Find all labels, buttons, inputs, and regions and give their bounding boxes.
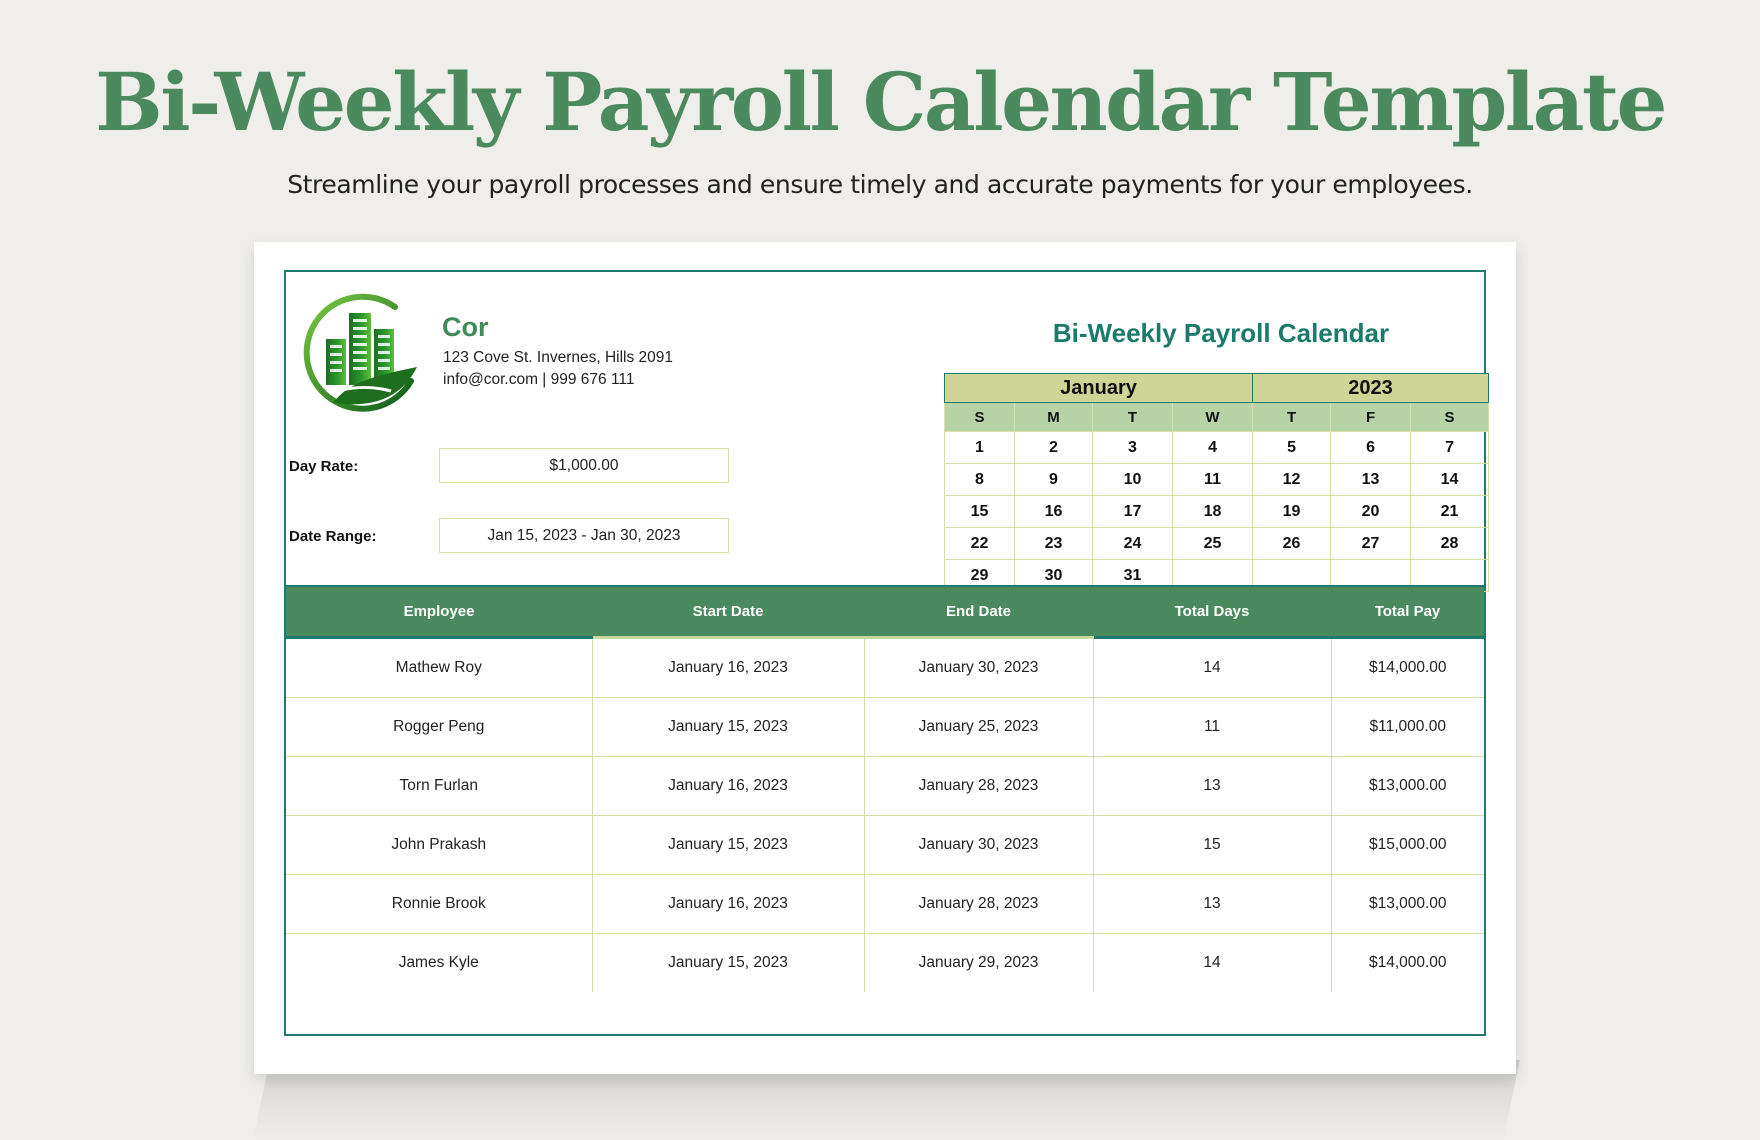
calendar-day[interactable]: 25 (1173, 528, 1253, 560)
employee-cell[interactable]: James Kyle (286, 934, 592, 993)
start-date-cell[interactable]: January 15, 2023 (592, 698, 864, 757)
end-date-cell[interactable]: January 28, 2023 (864, 875, 1093, 934)
calendar-week (945, 432, 1489, 464)
total-pay-cell[interactable]: $13,000.00 (1331, 875, 1484, 934)
calendar-day[interactable]: 27 (1331, 528, 1411, 560)
calendar-day[interactable]: 13 (1331, 464, 1411, 496)
calendar-year: 2023 (1253, 374, 1489, 403)
table-row (286, 698, 1484, 757)
page-title: Bi-Weekly Payroll Calendar Template (95, 55, 1665, 149)
calendar-day[interactable]: 31 (1093, 560, 1173, 592)
calendar-week (945, 464, 1489, 496)
calendar-week (945, 496, 1489, 528)
end-date-cell[interactable]: January 25, 2023 (864, 698, 1093, 757)
end-date-cell[interactable]: January 30, 2023 (864, 638, 1093, 698)
column-header-total-days: Total Days (1093, 586, 1331, 638)
company-address: 123 Cove St. Invernes, Hills 2091 (443, 349, 674, 366)
employee-cell[interactable]: John Prakash (286, 816, 592, 875)
end-date-cell[interactable]: January 30, 2023 (864, 816, 1093, 875)
calendar-day[interactable]: 18 (1173, 496, 1253, 528)
start-date-cell[interactable]: January 15, 2023 (592, 934, 864, 993)
total-days-cell[interactable]: 11 (1093, 698, 1331, 757)
total-pay-cell[interactable]: $13,000.00 (1331, 757, 1484, 816)
employee-cell[interactable]: Mathew Roy (286, 638, 592, 698)
end-date-cell[interactable]: January 29, 2023 (864, 934, 1093, 993)
start-date-cell[interactable]: January 16, 2023 (592, 757, 864, 816)
end-date-cell[interactable]: January 28, 2023 (864, 757, 1093, 816)
calendar-day[interactable]: 6 (1331, 432, 1411, 464)
weekday-header: S (1411, 403, 1489, 432)
total-pay-cell[interactable]: $14,000.00 (1331, 638, 1484, 698)
weekday-header: T (1253, 403, 1331, 432)
column-header-start-date: Start Date (592, 586, 864, 638)
payroll-header-row (286, 586, 1484, 638)
calendar-day[interactable]: 12 (1253, 464, 1331, 496)
date-range-label: Date Range: (289, 528, 377, 545)
template-sheet (254, 242, 1516, 1074)
total-pay-cell[interactable]: $11,000.00 (1331, 698, 1484, 757)
calendar-day[interactable]: 30 (1015, 560, 1093, 592)
weekday-header: W (1173, 403, 1253, 432)
calendar-day[interactable]: 19 (1253, 496, 1331, 528)
employee-cell[interactable]: Rogger Peng (286, 698, 592, 757)
date-range-field[interactable]: Jan 15, 2023 - Jan 30, 2023 (439, 518, 729, 553)
total-days-cell[interactable]: 14 (1093, 934, 1331, 993)
calendar-day[interactable]: 7 (1411, 432, 1489, 464)
start-date-cell[interactable]: January 16, 2023 (592, 638, 864, 698)
table-row (286, 638, 1484, 698)
calendar-day[interactable]: 1 (945, 432, 1015, 464)
table-row (286, 816, 1484, 875)
column-header-total-pay: Total Pay (1331, 586, 1484, 638)
calendar-day[interactable]: 28 (1411, 528, 1489, 560)
table-row (286, 757, 1484, 816)
calendar-day[interactable]: 11 (1173, 464, 1253, 496)
day-rate-label: Day Rate: (289, 458, 359, 475)
day-rate-field[interactable]: $1,000.00 (439, 448, 729, 483)
page-subtitle: Streamline your payroll processes and ensure timely and accurate payments for your employees. (287, 170, 1473, 199)
employee-cell[interactable]: Torn Furlan (286, 757, 592, 816)
total-pay-cell[interactable]: $15,000.00 (1331, 816, 1484, 875)
calendar-day[interactable]: 17 (1093, 496, 1173, 528)
calendar-month: January (945, 374, 1253, 403)
calendar-day[interactable]: 22 (945, 528, 1015, 560)
calendar-day[interactable]: 2 (1015, 432, 1093, 464)
company-contact: info@cor.com | 999 676 111 (443, 371, 635, 388)
calendar-title: Bi-Weekly Payroll Calendar (1052, 318, 1390, 348)
calendar-day[interactable]: 3 (1093, 432, 1173, 464)
calendar-day[interactable]: 21 (1411, 496, 1489, 528)
employee-cell[interactable]: Ronnie Brook (286, 875, 592, 934)
calendar-week (945, 528, 1489, 560)
calendar-day[interactable]: 24 (1093, 528, 1173, 560)
calendar-day[interactable]: 29 (945, 560, 1015, 592)
calendar-day[interactable]: 23 (1015, 528, 1093, 560)
total-pay-cell[interactable]: $14,000.00 (1331, 934, 1484, 993)
column-header-employee: Employee (286, 586, 592, 638)
calendar-day[interactable]: 16 (1015, 496, 1093, 528)
calendar-day[interactable]: 15 (945, 496, 1015, 528)
company-logo-icon (299, 293, 423, 417)
calendar-day[interactable]: 8 (945, 464, 1015, 496)
weekday-header: T (1093, 403, 1173, 432)
calendar-day[interactable]: 26 (1253, 528, 1331, 560)
calendar-day[interactable]: 20 (1331, 496, 1411, 528)
calendar-day[interactable]: 5 (1253, 432, 1331, 464)
calendar-day[interactable]: 4 (1173, 432, 1253, 464)
weekday-header: M (1015, 403, 1093, 432)
column-header-end-date: End Date (864, 586, 1093, 638)
sheet-frame (284, 270, 1486, 1036)
table-row (286, 875, 1484, 934)
weekday-header: S (945, 403, 1015, 432)
payroll-table (286, 585, 1484, 992)
total-days-cell[interactable]: 14 (1093, 638, 1331, 698)
start-date-cell[interactable]: January 16, 2023 (592, 875, 864, 934)
total-days-cell[interactable]: 15 (1093, 816, 1331, 875)
total-days-cell[interactable]: 13 (1093, 875, 1331, 934)
table-row (286, 934, 1484, 993)
calendar-day[interactable]: 10 (1093, 464, 1173, 496)
total-days-cell[interactable]: 13 (1093, 757, 1331, 816)
company-name: Cor (442, 312, 489, 342)
calendar-day[interactable]: 9 (1015, 464, 1093, 496)
calendar-day[interactable]: 14 (1411, 464, 1489, 496)
calendar-grid (944, 373, 1489, 592)
start-date-cell[interactable]: January 15, 2023 (592, 816, 864, 875)
weekday-header: F (1331, 403, 1411, 432)
